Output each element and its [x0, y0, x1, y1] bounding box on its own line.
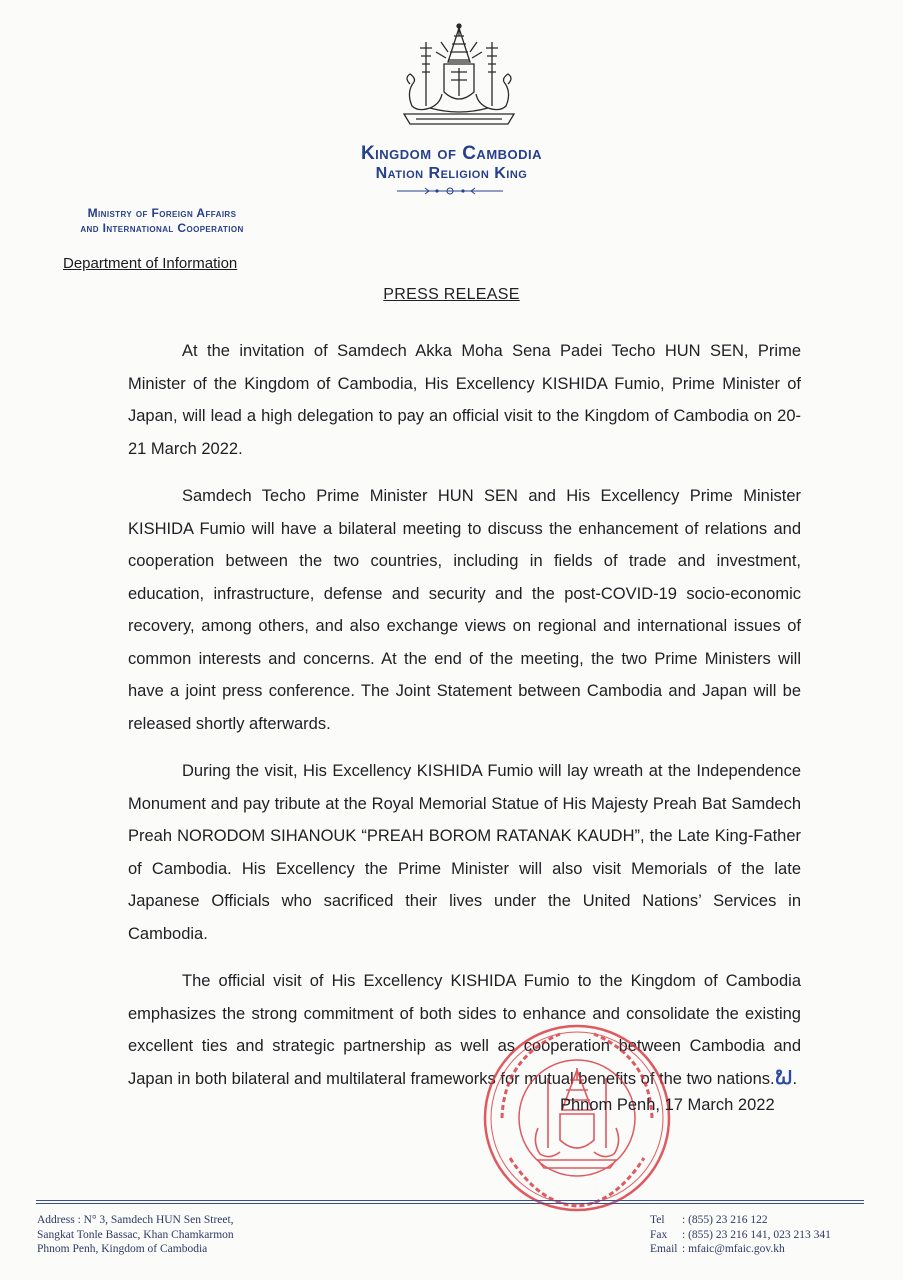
document-title: PRESS RELEASE	[383, 286, 520, 303]
divider-ornament-icon	[395, 186, 505, 196]
footer-rule-second	[36, 1203, 864, 1204]
address-line3: Phnom Penh, Kingdom of Cambodia	[37, 1243, 208, 1255]
paragraph-4	[128, 965, 801, 1095]
kingdom-heading: Kingdom of Cambodia	[360, 143, 543, 164]
fax-label: Fax	[650, 1228, 668, 1241]
paragraph-4-text: The official visit of His Excellency KISHIDA Fumio to the Kingdom of Cambodia emphasizes the strong commitment of both sides to enhance and consolidate the existing excellent ties and strategic partnership as well as cooperation between Cambodia and Japan in both bilateral and multilateral frameworks for mutual benefits of the two nations.	[128, 972, 801, 1088]
motto-heading: Nation Religion King	[375, 165, 528, 182]
email-label: Email	[650, 1243, 678, 1255]
department-label: Department of Information	[63, 255, 238, 272]
footer-address	[37, 1213, 234, 1257]
footer-contact	[650, 1213, 831, 1257]
tel-row	[650, 1213, 831, 1228]
paragraph-3: During the visit, His Excellency KISHIDA Fumio will lay wreath at the Independence Monument and pay tribute at the Royal Memorial Statue of His Majesty Preah Bat Samdech Preah NORODOM SIHANOUK “PREAH BOROM RATANAK KAUDH”, the Late King-Father of Cambodia. His Excellency the Prime Minister will also visit Memorials of the late Japanese Officials who sacrificed their lives under the United Nations’ Services in Cambodia.	[128, 762, 801, 943]
tel-label: Tel	[650, 1214, 665, 1226]
initial-mark: ພ	[774, 1060, 793, 1091]
ministry-seal-stamp-icon	[480, 1018, 675, 1218]
closing-period: .	[792, 1069, 798, 1088]
fax-row	[650, 1228, 831, 1243]
paragraph-1: At the invitation of Samdech Akka Moha Sena Padei Techo HUN SEN, Prime Minister of the Kingdom of Cambodia, His Excellency KISHIDA Fumio, Prime Minister of Japan, will lead a high delegation to pay an official visit to the Kingdom of Cambodia on 20-21 March 2022.	[128, 342, 801, 458]
email-row	[650, 1242, 831, 1257]
royal-crest-icon	[396, 22, 522, 134]
fax-value: : (855) 23 216 141, 023 213 341	[682, 1228, 831, 1241]
footer-rule	[36, 1200, 864, 1201]
email-value: : mfaic@mfaic.gov.kh	[682, 1243, 785, 1255]
press-release-body	[128, 335, 801, 1110]
ministry-line1: Ministry of Foreign Affairs	[87, 206, 237, 220]
address-line2: Sangkat Tonle Bassac, Khan Chamkarmon	[37, 1228, 234, 1241]
ministry-line2: and International Cooperation	[80, 221, 244, 235]
tel-value: : (855) 23 216 122	[682, 1214, 768, 1226]
paragraph-2: Samdech Techo Prime Minister HUN SEN and His Excellency Prime Minister KISHIDA Fumio will have a bilateral meeting to discuss the enhancement of relations and cooperation between the two countries, including in fields of trade and investment, education, infrastructure, defense and security and the post-COVID-19 socio-economic recovery, among others, and also exchange views on regional and international issues of common interests and concerns. At the end of the meeting, the two Prime Ministers will have a joint press conference. The Joint Statement between Cambodia and Japan will be released shortly afterwards.	[128, 487, 801, 733]
ministry-heading	[36, 206, 288, 236]
address-line1: Address : N° 3, Samdech HUN Sen Street,	[37, 1214, 234, 1226]
dateline: Phnom Penh, 17 March 2022	[560, 1096, 775, 1114]
